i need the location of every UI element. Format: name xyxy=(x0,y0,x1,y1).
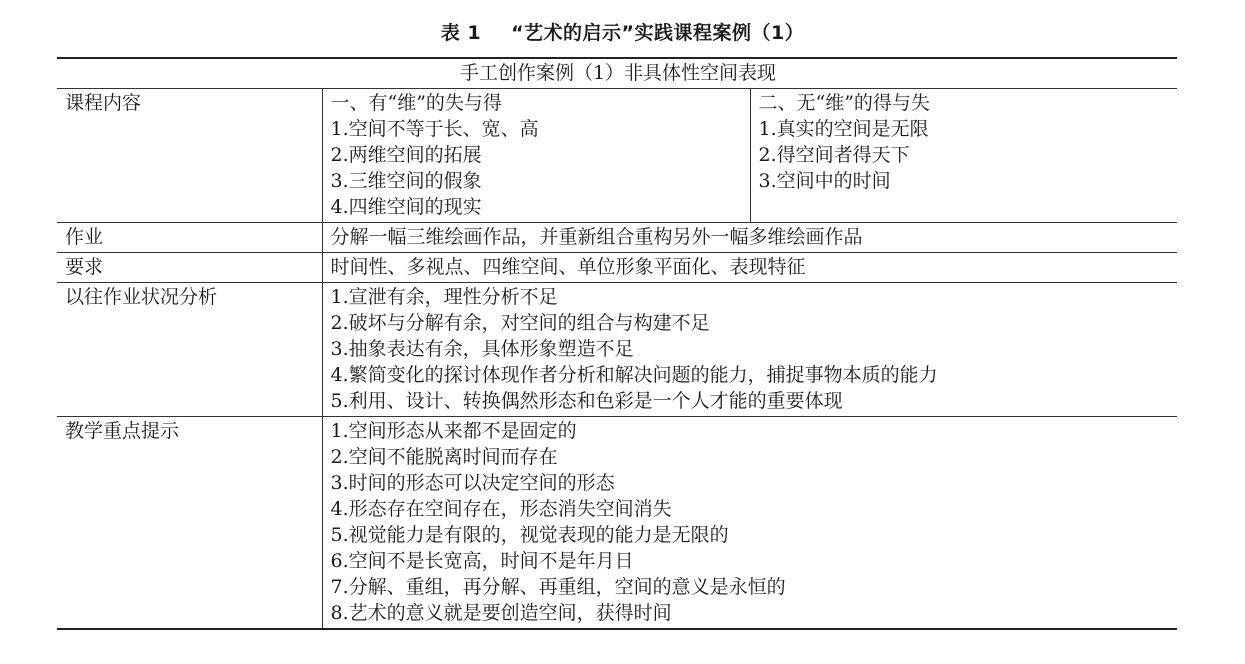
table-number: 表 1 xyxy=(440,22,482,44)
analysis-row xyxy=(57,283,1177,417)
list-item: 1.空间形态从来都不是固定的 xyxy=(330,420,577,442)
requirement-text: 时间性、多视点、四维空间、单位形象平面化、表现特征 xyxy=(322,253,1177,283)
list-item: 5.利用、设计、转换偶然形态和色彩是一个人才能的重要体现 xyxy=(330,390,843,412)
list-item: 4.形态存在空间存在，形态消失空间消失 xyxy=(330,498,672,520)
analysis-cell xyxy=(322,283,1177,417)
list-item: 6.空间不是长宽高，时间不是年月日 xyxy=(330,550,634,572)
homework-row xyxy=(57,223,1177,253)
table-title: “艺术的启示”实践课程案例（1） xyxy=(511,22,805,44)
homework-label: 作业 xyxy=(57,223,322,253)
list-item: 2.两维空间的拓展 xyxy=(330,144,482,166)
list-item: 3.三维空间的假象 xyxy=(330,170,482,192)
list-item: 4.四维空间的现实 xyxy=(330,196,482,218)
list-item: 3.空间中的时间 xyxy=(758,170,891,192)
banner-row xyxy=(57,58,1177,89)
list-item: 5.视觉能力是有限的，视觉表现的能力是无限的 xyxy=(330,524,729,546)
analysis-label: 以往作业状况分析 xyxy=(57,283,322,417)
list-item: 8.艺术的意义就是要创造空间，获得时间 xyxy=(330,602,672,624)
list-item: 3.抽象表达有余，具体形象塑造不足 xyxy=(330,338,634,360)
list-item: 3.时间的形态可以决定空间的形态 xyxy=(330,472,615,494)
left-heading: 一、有“维”的失与得 xyxy=(330,92,502,114)
list-item: 1.空间不等于长、宽、高 xyxy=(330,118,539,140)
list-item: 4.繁简变化的探讨体现作者分析和解决问题的能力，捕捉事物本质的能力 xyxy=(330,364,938,386)
course-content-right-cell xyxy=(750,89,1177,223)
list-item: 1.真实的空间是无限 xyxy=(758,118,929,140)
right-heading: 二、无“维”的得与失 xyxy=(758,92,930,114)
list-item: 2.得空间者得天下 xyxy=(758,144,910,166)
list-item: 1.宣泄有余，理性分析不足 xyxy=(330,286,558,308)
list-item: 2.空间不能脱离时间而存在 xyxy=(330,446,558,468)
course-content-row xyxy=(57,89,1177,223)
course-content-left-cell xyxy=(322,89,750,223)
course-content-label: 课程内容 xyxy=(57,89,322,223)
teaching-cell xyxy=(322,417,1177,630)
teaching-row xyxy=(57,417,1177,630)
homework-text: 分解一幅三维绘画作品，并重新组合重构另外一幅多维绘画作品 xyxy=(322,223,1177,253)
requirement-label: 要求 xyxy=(57,253,322,283)
requirement-row xyxy=(57,253,1177,283)
list-item: 7.分解、重组，再分解、再重组，空间的意义是永恒的 xyxy=(330,576,786,598)
course-case-table xyxy=(57,57,1177,630)
list-item: 2.破坏与分解有余，对空间的组合与构建不足 xyxy=(330,312,710,334)
teaching-label: 教学重点提示 xyxy=(57,417,322,630)
table-caption xyxy=(0,18,1245,45)
table-banner: 手工创作案例（1）非具体性空间表现 xyxy=(57,58,1177,89)
